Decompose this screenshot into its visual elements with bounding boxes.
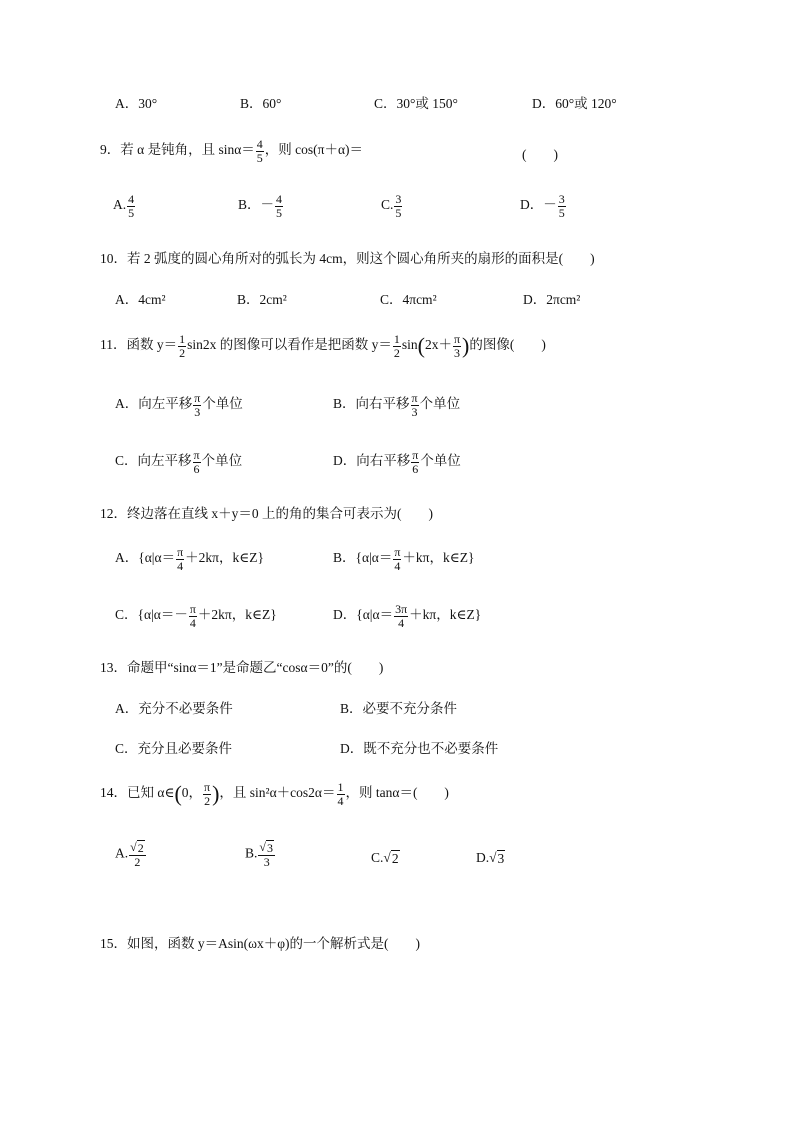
- frac-num: 4: [276, 192, 283, 206]
- q14-stem: [100, 781, 449, 807]
- option-text: A．向左平移: [115, 396, 193, 412]
- q9-stem-text: 9．若 α 是钝角，且 sinα＝: [100, 142, 255, 158]
- q15-stem: 15．如图，函数 y＝Asin(ωx＋φ)的一个解析式是( ): [100, 936, 421, 951]
- q8-option-a[interactable]: A．30°: [115, 96, 158, 111]
- option-fraction: [411, 449, 419, 475]
- frac-den: 3: [194, 404, 201, 419]
- q13-stem: 13．命题甲“sinα＝1”是命题乙“cosα＝0”的( ): [100, 660, 384, 675]
- frac-num-sqrt: √3: [259, 840, 273, 855]
- option-fraction: [275, 193, 283, 219]
- q13-option-a[interactable]: A．充分不必要条件: [115, 701, 233, 716]
- option-fraction: [394, 603, 408, 629]
- radicand: 3: [497, 851, 505, 867]
- frac-num: π: [453, 332, 461, 346]
- frac-den: 3: [263, 854, 270, 869]
- left-paren: (: [174, 781, 182, 807]
- q8-option-b[interactable]: B．60°: [240, 96, 282, 111]
- option-label: A.: [115, 845, 129, 861]
- option-text: D．向右平移: [333, 453, 411, 469]
- option-label: A.: [113, 197, 127, 213]
- radicand: 2: [391, 851, 399, 867]
- option-text: A．{α|α＝: [115, 550, 176, 566]
- q11-frac-3: [453, 333, 461, 359]
- q11-stem-text-2: sin2x 的图像可以看作是把函数 y＝: [187, 337, 392, 353]
- frac-num: 1: [337, 780, 344, 794]
- q11-frac-2: [393, 333, 401, 359]
- q13-option-b[interactable]: B．必要不充分条件: [340, 701, 458, 716]
- frac-num: 1: [393, 332, 400, 346]
- frac-den: 2: [179, 345, 186, 360]
- frac-den: 2: [134, 854, 141, 869]
- q12-option-d[interactable]: [333, 603, 481, 629]
- frac-den: 6: [193, 461, 200, 476]
- q14-frac: [337, 781, 345, 807]
- frac-num-sqrt: √2: [130, 840, 144, 855]
- q13-option-d[interactable]: D．既不充分也不必要条件: [340, 741, 499, 756]
- q9-answer-bracket: ( ): [522, 147, 558, 162]
- option-label: D.: [476, 850, 490, 865]
- frac-num: π: [189, 602, 196, 616]
- q11-option-b[interactable]: [333, 392, 460, 418]
- q11-inner: 2x＋: [424, 337, 452, 353]
- option-fraction: [193, 449, 201, 475]
- frac-den: 3: [454, 345, 461, 360]
- q9-frac-den: 5: [256, 150, 263, 165]
- radicand: 2: [137, 840, 144, 855]
- frac-num: 1: [179, 332, 186, 346]
- frac-den: 4: [394, 558, 401, 573]
- q10-option-b[interactable]: B．2cm²: [237, 292, 287, 307]
- frac-num: π: [194, 391, 201, 405]
- option-text-tail: ＋2kπ，k∈Z}: [185, 550, 264, 566]
- q8-option-c[interactable]: C．30°或 150°: [374, 96, 458, 111]
- option-label: C.: [371, 850, 384, 865]
- frac-num: 4: [128, 192, 135, 206]
- q9-option-a[interactable]: [113, 193, 136, 219]
- option-text-tail: 个单位: [419, 396, 461, 412]
- q14-interval-frac: [203, 781, 211, 807]
- q13-option-c[interactable]: C．充分且必要条件: [115, 741, 233, 756]
- q12-stem: 12．终边落在直线 x＋y＝0 上的角的集合可表示为( ): [100, 506, 433, 521]
- frac-num: π: [411, 391, 418, 405]
- option-text-tail: 个单位: [201, 453, 243, 469]
- option-text: B．向右平移: [333, 396, 410, 412]
- q11-stem: [100, 333, 546, 359]
- option-text: C．向左平移: [115, 453, 192, 469]
- frac-num: 3π: [395, 602, 408, 616]
- frac-num: π: [177, 545, 184, 559]
- option-text-tail: 个单位: [420, 453, 461, 469]
- frac-den: 6: [412, 461, 419, 476]
- frac-den: 5: [128, 205, 135, 220]
- option-label: C.: [381, 197, 394, 213]
- option-label: B．－: [238, 197, 275, 213]
- q14-stem-text: 14．已知 α∈: [100, 785, 175, 801]
- q14-option-d[interactable]: [476, 851, 505, 866]
- option-text: C．{α|α＝－: [115, 607, 188, 623]
- frac-num: π: [204, 780, 211, 794]
- q12-option-b[interactable]: [333, 546, 474, 572]
- option-label: D．－: [520, 197, 557, 213]
- q14-option-a[interactable]: [115, 841, 147, 868]
- q11-stem-text: 11．函数 y＝: [100, 337, 178, 353]
- frac-den: 2: [393, 345, 400, 360]
- option-fraction: [176, 546, 184, 572]
- q10-option-a[interactable]: A．4cm²: [115, 292, 166, 307]
- option-text: D．{α|α＝: [333, 607, 394, 623]
- q9-option-d[interactable]: [520, 193, 567, 219]
- q11-sin: sin: [401, 337, 418, 353]
- q9-option-b[interactable]: [238, 193, 284, 219]
- q10-stem: 10．若 2 弧度的圆心角所对的弧长为 4cm，则这个圆心角所夹的扇形的面积是( ): [100, 251, 595, 266]
- frac-den: 5: [558, 205, 565, 220]
- frac-den: 5: [276, 205, 283, 220]
- frac-num: 3: [395, 192, 402, 206]
- left-paren: (: [417, 333, 425, 359]
- option-fraction: [189, 603, 197, 629]
- q10-option-d[interactable]: D．2πcm²: [523, 292, 581, 307]
- option-fraction: [394, 193, 402, 219]
- option-label: B.: [245, 845, 258, 861]
- q14-stem-text-2: ，且 sin²α＋cos2α＝: [219, 785, 336, 801]
- frac-num: π: [412, 448, 419, 462]
- frac-den: 5: [395, 205, 402, 220]
- q11-stem-tail: 的图像( ): [469, 337, 546, 353]
- frac-den: 4: [337, 793, 344, 808]
- q11-option-a[interactable]: [115, 392, 243, 418]
- option-text-tail: ＋kπ，k∈Z}: [409, 607, 482, 623]
- frac-den: 2: [204, 793, 211, 808]
- option-text-tail: 个单位: [202, 396, 243, 412]
- q14-option-c[interactable]: [371, 851, 400, 866]
- option-fraction: [193, 392, 201, 418]
- q14-interval-start: 0，: [181, 785, 203, 801]
- q12-option-c[interactable]: [115, 603, 277, 629]
- q12-option-a[interactable]: [115, 546, 264, 572]
- q14-stem-tail: ，则 tanα＝( ): [345, 785, 449, 801]
- q11-option-c[interactable]: [115, 449, 242, 475]
- q14-option-b[interactable]: [245, 841, 276, 868]
- option-fraction: [393, 546, 401, 572]
- q9-option-c[interactable]: [381, 193, 403, 219]
- option-fraction: [558, 193, 566, 219]
- frac-num: π: [193, 448, 200, 462]
- q11-frac-1: [178, 333, 186, 359]
- option-text-tail: ＋kπ，k∈Z}: [402, 550, 475, 566]
- sqrt-sign: √: [489, 850, 497, 865]
- frac-den: 4: [189, 615, 196, 630]
- option-fraction: [411, 392, 419, 418]
- right-paren: ): [212, 781, 220, 807]
- option-fraction: [129, 841, 146, 868]
- frac-num: 3: [558, 192, 565, 206]
- frac-num: π: [394, 545, 401, 559]
- right-paren: ): [462, 333, 470, 359]
- q9-fraction: [256, 138, 264, 164]
- q11-option-d[interactable]: [333, 449, 461, 475]
- sqrt-sign: √: [383, 850, 391, 865]
- q9-frac-num: 4: [256, 137, 263, 151]
- q8-option-d[interactable]: D．60°或 120°: [532, 96, 617, 111]
- option-text-tail: ＋2kπ，k∈Z}: [197, 607, 277, 623]
- frac-den: 4: [398, 615, 405, 630]
- frac-den: 3: [411, 404, 418, 419]
- q9-stem: [100, 138, 363, 164]
- option-text: B．{α|α＝: [333, 550, 393, 566]
- q10-option-c[interactable]: C．4πcm²: [380, 292, 437, 307]
- q9-stem-tail: ，则 cos(π＋α)＝: [264, 142, 364, 158]
- option-fraction: [127, 193, 135, 219]
- option-fraction: [258, 841, 275, 868]
- frac-den: 4: [177, 558, 184, 573]
- radicand: 3: [266, 840, 273, 855]
